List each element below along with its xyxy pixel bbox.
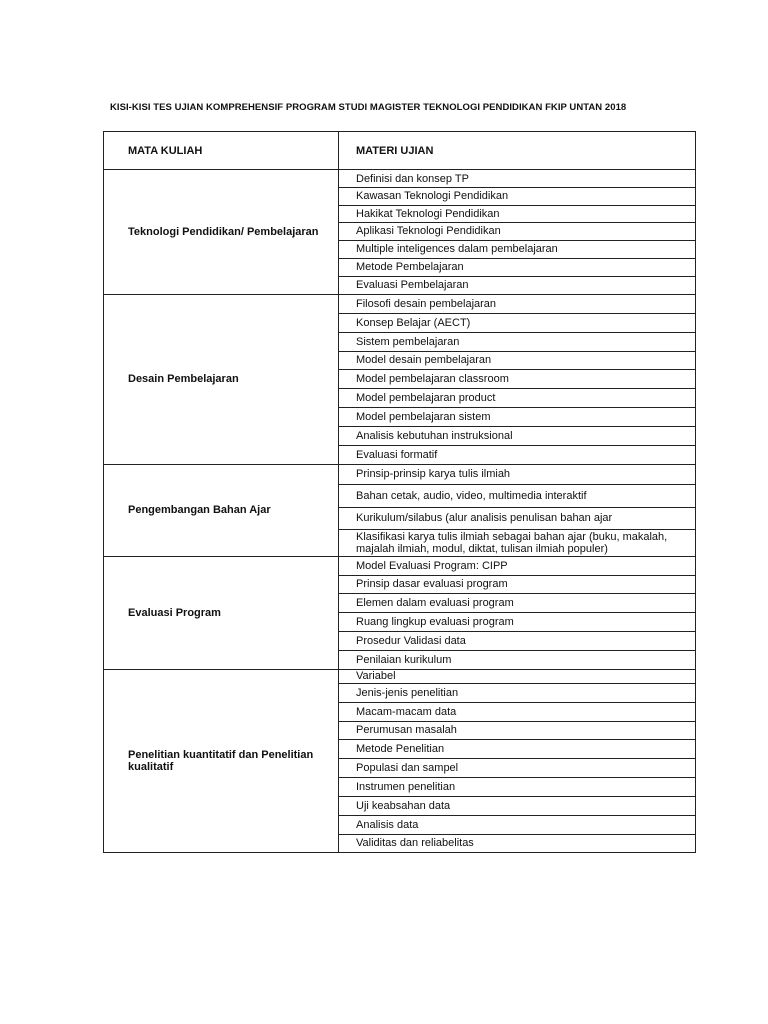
topic-cell: Prosedur Validasi data xyxy=(339,631,696,650)
topic-cell: Evaluasi formatif xyxy=(339,445,696,464)
topic-cell: Ruang lingkup evaluasi program xyxy=(339,613,696,632)
topic-cell: Hakikat Teknologi Pendidikan xyxy=(339,205,696,223)
topic-cell: Konsep Belajar (AECT) xyxy=(339,313,696,332)
topic-cell: Analisis kebutuhan instruksional xyxy=(339,426,696,445)
topic-cell: Model pembelajaran sistem xyxy=(339,408,696,427)
topic-cell: Perumusan masalah xyxy=(339,721,696,740)
table-row xyxy=(104,295,696,314)
topic-cell: Uji keabsahan data xyxy=(339,796,696,815)
topic-cell: Model desain pembelajaran xyxy=(339,351,696,370)
table-row xyxy=(104,170,696,188)
header-course: MATA KULIAH xyxy=(104,132,339,170)
topic-cell: Kurikulum/silabus (alur analisis penulisan bahan ajar xyxy=(339,507,696,530)
topic-cell: Variabel xyxy=(339,669,696,683)
topic-cell: Prinsip dasar evaluasi program xyxy=(339,575,696,594)
topic-cell: Definisi dan konsep TP xyxy=(339,170,696,188)
topic-cell: Prinsip-prinsip karya tulis ilmiah xyxy=(339,464,696,485)
topic-cell: Instrumen penelitian xyxy=(339,778,696,797)
topic-cell: Jenis-jenis penelitian xyxy=(339,683,696,702)
topic-cell: Model pembelajaran product xyxy=(339,389,696,408)
topic-cell: Model Evaluasi Program: CIPP xyxy=(339,557,696,576)
table-row xyxy=(104,464,696,485)
header-material: MATERI UJIAN xyxy=(339,132,696,170)
topic-cell: Evaluasi Pembelajaran xyxy=(339,276,696,295)
topic-cell: Validitas dan reliabelitas xyxy=(339,834,696,853)
course-evaluasi-program: Evaluasi Program xyxy=(104,557,339,670)
topic-cell: Elemen dalam evaluasi program xyxy=(339,594,696,613)
topic-cell: Penilaian kurikulum xyxy=(339,650,696,669)
topic-cell: Metode Penelitian xyxy=(339,740,696,759)
topic-cell: Aplikasi Teknologi Pendidikan xyxy=(339,223,696,241)
topic-cell: Kawasan Teknologi Pendidikan xyxy=(339,188,696,206)
course-desain-pembelajaran: Desain Pembelajaran xyxy=(104,295,339,465)
topic-cell: Populasi dan sampel xyxy=(339,759,696,778)
topic-cell: Macam-macam data xyxy=(339,702,696,721)
document-title: KISI-KISI TES UJIAN KOMPREHENSIF PROGRAM STUDI MAGISTER TEKNOLOGI PENDIDIKAN FKIP UNTAN 2018 xyxy=(110,102,627,113)
exam-grid-table xyxy=(103,131,696,853)
table-row xyxy=(104,557,696,576)
topic-cell: Klasifikasi karya tulis ilmiah sebagai bahan ajar (buku, makalah, majalah ilmiah, modul, diktat, tulisan ilmiah populer) xyxy=(339,530,696,557)
topic-cell: Bahan cetak, audio, video, multimedia interaktif xyxy=(339,485,696,508)
table-row xyxy=(104,669,696,683)
topic-cell: Sistem pembelajaran xyxy=(339,332,696,351)
topic-cell: Model pembelajaran classroom xyxy=(339,370,696,389)
course-teknologi-pendidikan: Teknologi Pendidikan/ Pembelajaran xyxy=(104,170,339,295)
topic-cell: Metode Pembelajaran xyxy=(339,258,696,276)
topic-cell: Analisis data xyxy=(339,815,696,834)
topic-cell: Multiple inteligences dalam pembelajaran xyxy=(339,240,696,258)
course-pengembangan-bahan-ajar: Pengembangan Bahan Ajar xyxy=(104,464,339,557)
topic-cell: Filosofi desain pembelajaran xyxy=(339,295,696,314)
course-penelitian: Penelitian kuantitatif dan Penelitian kualitatif xyxy=(104,669,339,853)
table-header-row xyxy=(104,132,696,170)
